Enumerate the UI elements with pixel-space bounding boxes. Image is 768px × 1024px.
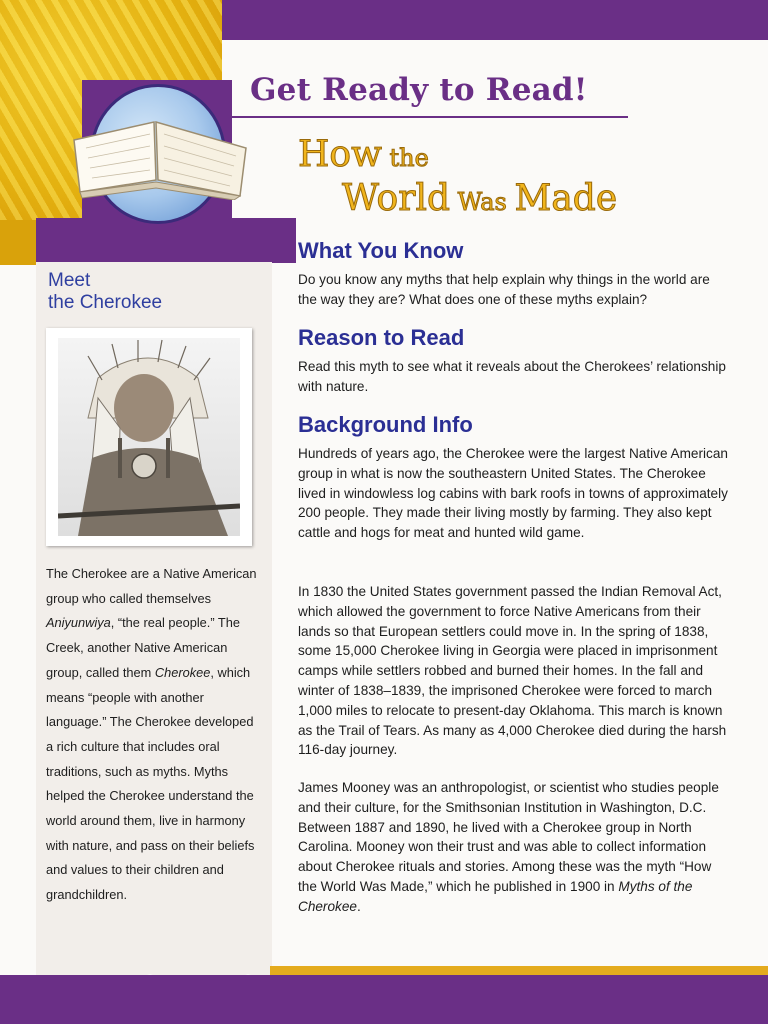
story-title-line-1 bbox=[298, 134, 429, 175]
header-divider bbox=[222, 116, 628, 118]
sidebar-text-part-1: The Cherokee are a Native American group who called themselves bbox=[46, 566, 257, 606]
sidebar-title bbox=[48, 270, 248, 314]
sidebar-text-part-2: , “the real people.” The Creek, another Native American group, called them bbox=[46, 615, 240, 680]
text-background-p3-main: James Mooney was an anthropologist, or scientist who studies people and their culture, for the Smithsonian Institution in Washington, D.C. Between 1887 and 1890, he lived with a Cherokee group in North Carolina. Mooney won their trust and was able to collect information about Cherokee rituals and stories. Among these was the myth “How the World Was Made,” which he published in 1900 in bbox=[298, 780, 719, 894]
sidebar-body-text bbox=[46, 562, 264, 908]
title-word-world: World bbox=[342, 178, 450, 219]
sidebar-text-cherokee: Cherokee bbox=[154, 664, 211, 680]
text-background-p3-book-title: Myths of the Cherokee bbox=[298, 878, 693, 914]
sidebar-text-aniyunwiya: Aniyunwiya bbox=[46, 615, 111, 631]
title-word-the: the bbox=[381, 144, 429, 172]
bottom-purple-band bbox=[0, 975, 768, 1024]
text-background-paragraph-3 bbox=[298, 778, 728, 917]
heading-reason-to-read: Reason to Read bbox=[298, 325, 465, 350]
heading-background-info: Background Info bbox=[298, 412, 473, 437]
sidebar-title-line-1: Meet bbox=[48, 270, 91, 291]
story-title-line-2 bbox=[342, 178, 617, 219]
cherokee-elder-photo bbox=[58, 338, 240, 536]
open-book-icon bbox=[64, 100, 254, 200]
title-word-how: How bbox=[298, 134, 382, 175]
title-word-made: Made bbox=[514, 178, 618, 219]
page-label: Get Ready to Read! bbox=[250, 72, 588, 108]
text-background-paragraph-1: Hundreds of years ago, the Cherokee were the largest Native American group in what is now the southeastern United States. The Cherokee lived in windowless log cabins with bark roofs in towns of approximately 200 people. They made their living mostly by farming. They also kept cattle and hogs for meat and hunted wild game. bbox=[298, 446, 728, 541]
text-reason-to-read: Read this myth to see what it reveals about the Cherokees’ relationship with nature. bbox=[298, 359, 726, 394]
decorative-purple-bar bbox=[36, 218, 296, 263]
sidebar-text-part-3: , which means “people with another language.” The Cherokee developed a rich culture that includes oral traditions, such as myths. Myths helped the Cherokee understand the world around them, live in harmony with nature, and pass on their beliefs and values to their children and grandchildren. bbox=[46, 664, 255, 903]
text-background-p3-end: . bbox=[356, 898, 361, 914]
heading-what-you-know: What You Know bbox=[298, 238, 464, 263]
decorative-yellow-strip bbox=[0, 220, 40, 265]
text-background-paragraph-2: In 1830 the United States government passed the Indian Removal Act, which allowed the government to force Native Americans from their lands so that European settlers could move in. In the spring of 1838, some 15,000 Cherokee living in Georgia were placed in imprisonment camps while settlers robbed and burned their homes. In the fall and winter of 1838–1839, the imprisoned Cherokee were forced to march 1,000 miles to relocate to present-day Oklahoma. This march is known as the Trail of Tears. As many as 4,000 Cherokee died during the harsh 116-day journey. bbox=[298, 584, 727, 758]
sidebar-title-line-2: the Cherokee bbox=[48, 292, 163, 313]
title-word-was: Was bbox=[450, 188, 515, 216]
text-what-you-know: Do you know any myths that help explain why things in the world are the way they are? What does one of these myths explain? bbox=[298, 272, 710, 307]
